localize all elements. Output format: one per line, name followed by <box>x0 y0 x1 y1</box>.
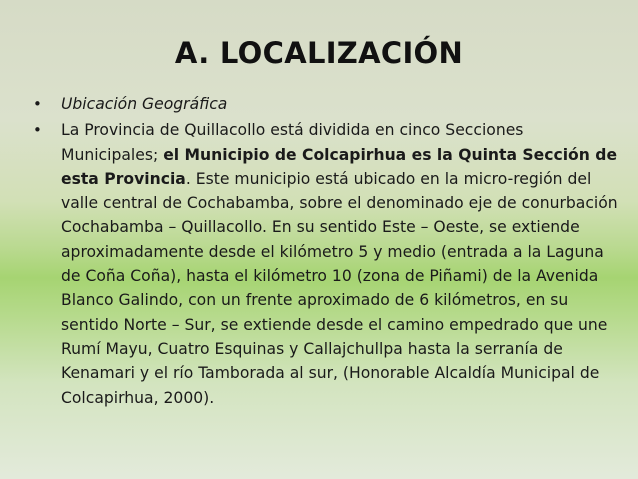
bullet-icon: • <box>33 95 42 113</box>
bullet-icon: • <box>33 121 42 140</box>
bullet-item-ubicacion <box>33 92 623 116</box>
bullet-text-part3: . Este municipio está ubicado en la micro-región del valle central de Cochabamba, sobre el denominado eje de conurbación Cochabamba – Quillacollo. En su sentido Este – Oeste, se extiende aproximadamente desde el kilómetro 5 y medio (entrada a la Laguna de Coña Coña), hasta el kilómetro 10 (zona de Piñami) de la Avenida Blanco Galindo, con un frente aproximado de 6 kilómetros, en su sentido Norte – Sur, se extiende desde el camino empedrado que une Rumí Mayu, Cuatro Esquinas y Callajchullpa hasta la serranía de Kenamari y el río Tamborada al sur, (Honorable Alcaldía Municipal de Colcapirhua, 2000). <box>61 169 618 407</box>
bullet-item-provincia <box>33 118 623 410</box>
slide-title: A. LOCALIZACIÓN <box>174 36 464 70</box>
bullet-text-ubicacion: Ubicación Geográfica <box>61 95 228 113</box>
bullet-text-part1: La Provincia de Quillacollo está dividida en cinco Secciones Municipales; <box>61 121 524 164</box>
bullet-text-bold: el Municipio de Colcapirhua es la Quinta Sección de esta Provincia <box>61 145 618 188</box>
slide-body <box>33 92 623 412</box>
